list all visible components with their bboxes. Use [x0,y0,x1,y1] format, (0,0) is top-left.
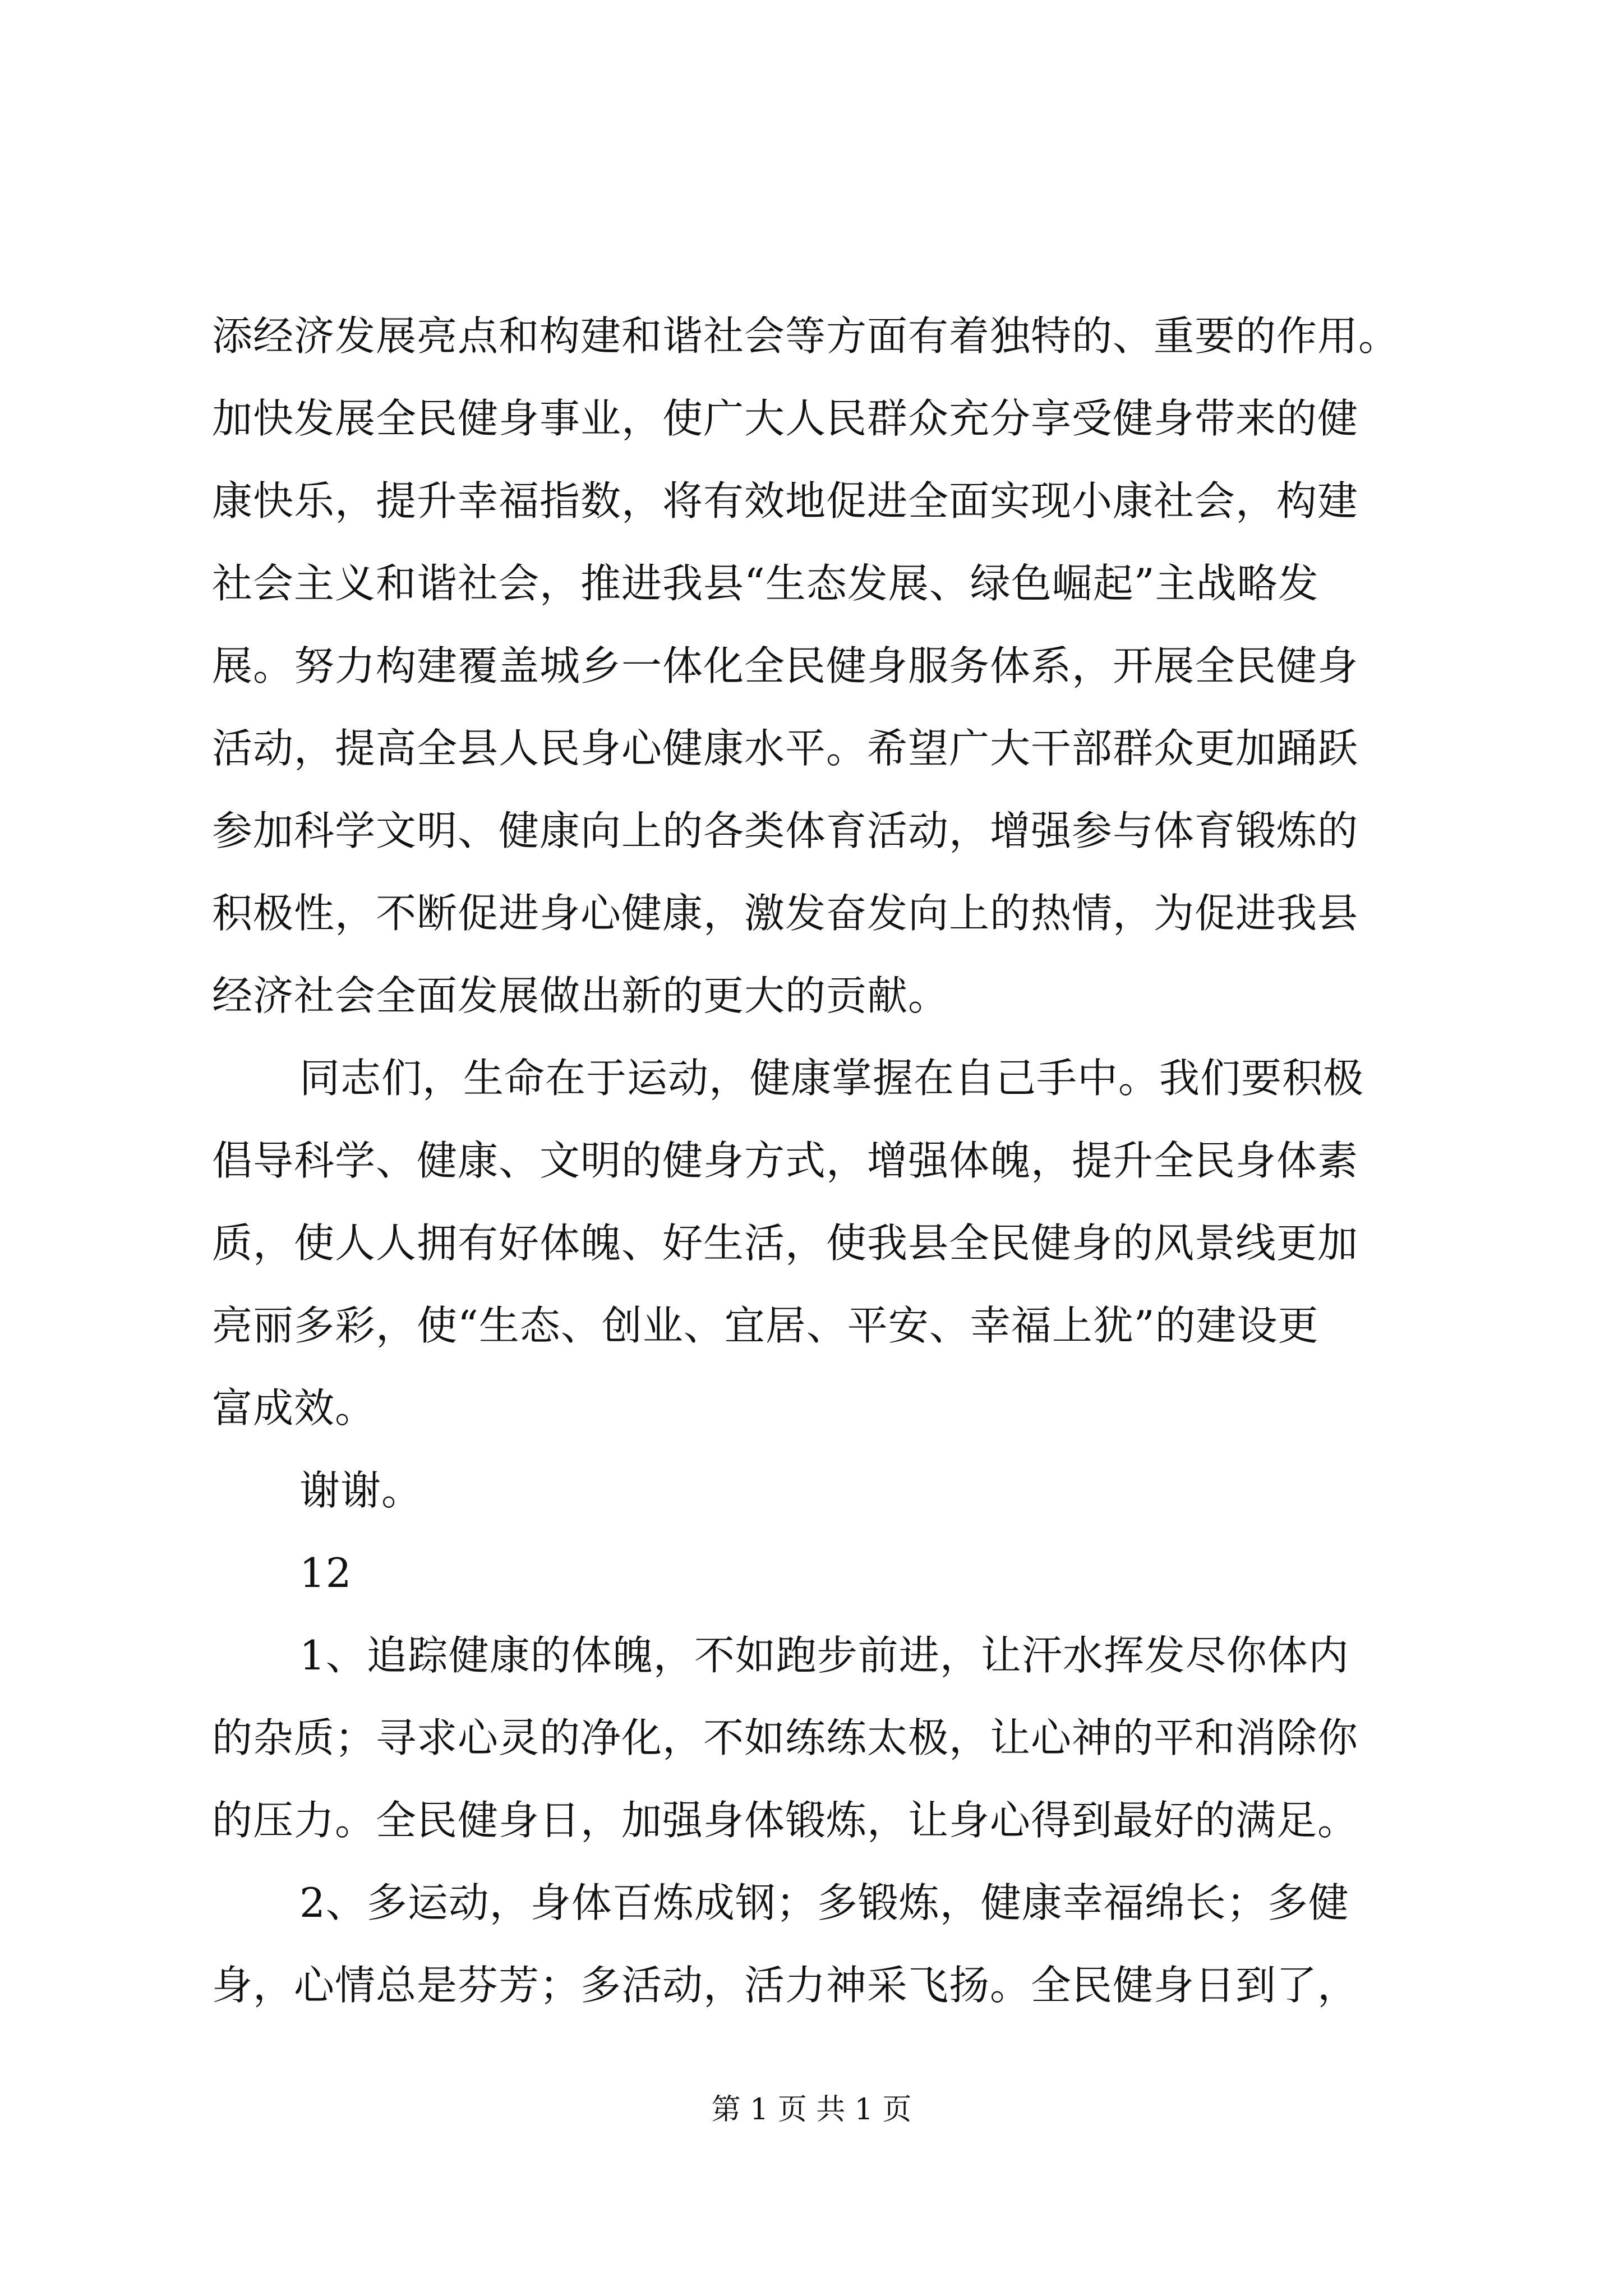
body-line: 2、多运动，身体百炼成钢；多锻炼，健康幸福绵长；多健 [299,1879,1349,1926]
body-line: 谢谢。 [299,1467,423,1514]
body-line: 倡导科学、健康、文明的健身方式，增强体魄，提升全民身体素 [212,1137,1359,1184]
body-line: 参加科学文明、健康向上的各类体育活动，增强参与体育锻炼的 [212,807,1359,854]
body-line: 添经济发展亮点和构建和谐社会等方面有着独特的、重要的作用。 [212,312,1400,360]
body-line: 展。努力构建覆盖城乡一体化全民健身服务体系，开展全民健身 [212,642,1359,689]
body-line: 富成效。 [212,1384,376,1432]
body-line: 经济社会全面发展做出新的更大的贡献。 [212,972,949,1019]
body-line: 身，心情总是芬芳；多活动，活力神采飞扬。全民健身日到了， [212,1962,1359,2009]
body-line: 的杂质；寻求心灵的净化，不如练练太极，让心神的平和消除你 [212,1714,1359,1761]
body-line: 积极性，不断促进身心健康，激发奋发向上的热情，为促进我县 [212,890,1359,937]
body-line: 质，使人人拥有好体魄、好生活，使我县全民健身的风景线更加 [212,1220,1359,1267]
page-number-footer: 第 1 页 共 1 页 [711,2093,912,2127]
body-line: 康快乐，提升幸福指数，将有效地促进全面实现小康社会，构建 [212,477,1359,524]
body-line: 同志们，生命在于运动，健康掌握在自己手中。我们要积极 [299,1055,1364,1102]
body-line: 1、追踪健康的体魄，不如跑步前进，让汗水挥发尽你体内 [299,1632,1349,1679]
body-line: 社会主义和谐社会，推进我县“生态发展、绿色崛起”主战略发 [212,560,1319,607]
body-line: 活动，提高全县人民身心健康水平。希望广大干部群众更加踊跃 [212,725,1359,772]
body-line: 12 [299,1549,352,1596]
body-line: 加快发展全民健身事业，使广大人民群众充分享受健身带来的健 [212,395,1359,442]
body-line: 的压力。全民健身日，加强身体锻炼，让身心得到最好的满足。 [212,1797,1359,1844]
body-line: 亮丽多彩，使“生态、创业、宜居、平安、幸福上犹”的建设更 [212,1302,1319,1349]
